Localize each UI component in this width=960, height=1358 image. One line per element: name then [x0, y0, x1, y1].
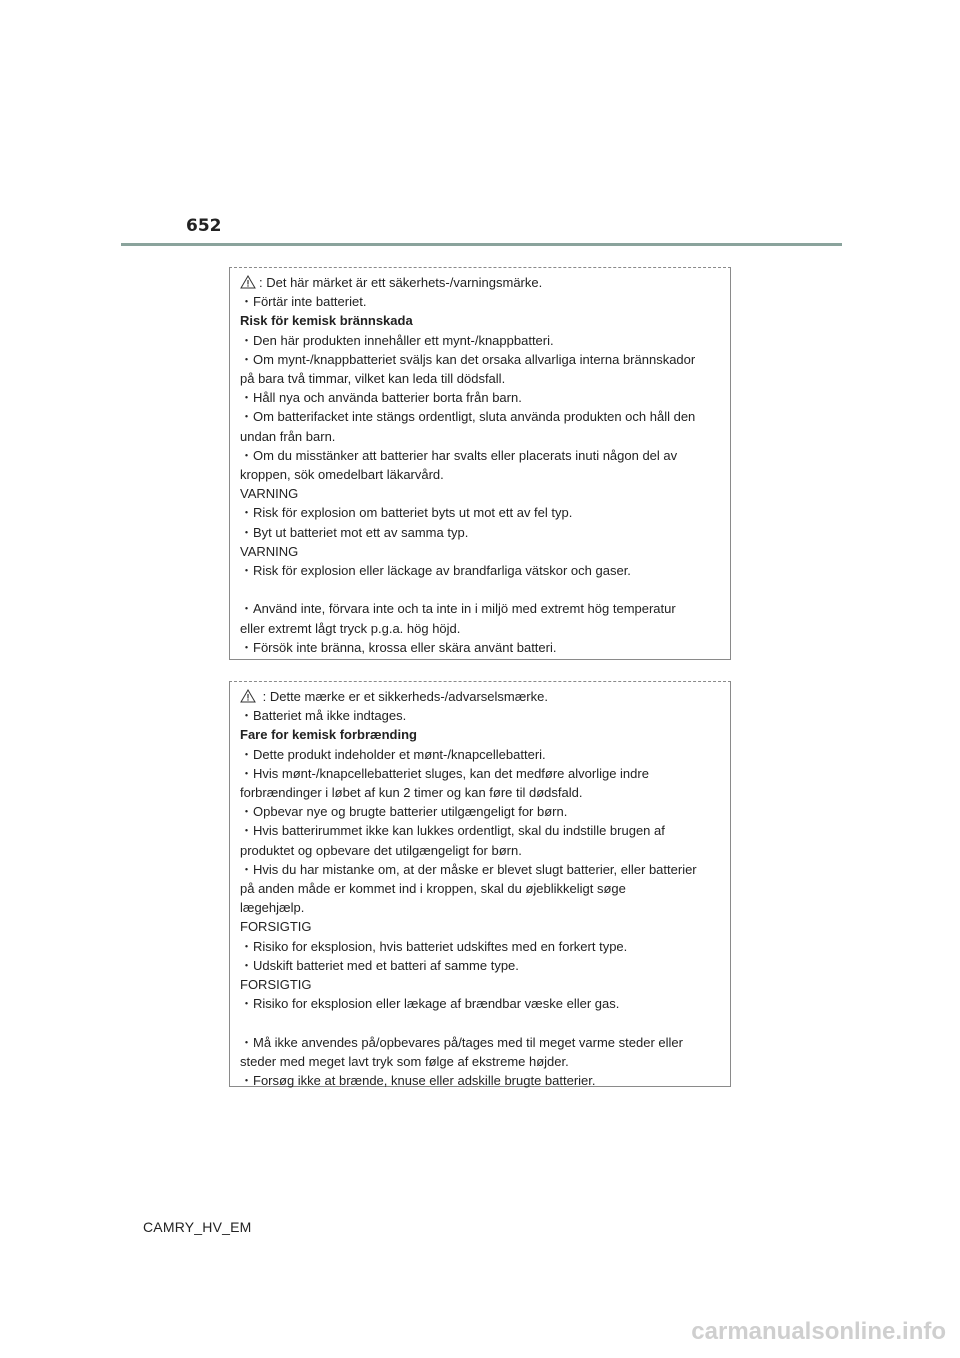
notice-line: ・Hvis du har mistanke om, at der måske er blevet slugt batterier, eller batterier: [240, 861, 697, 877]
notice-line: ・Risiko for eksplosion, hvis batteriet udskiftes med en forkert type.: [240, 938, 628, 954]
notice-line: kroppen, sök omedelbart läkarvård.: [240, 467, 444, 483]
notice-box-swedish: [229, 267, 731, 660]
blank-line: [240, 580, 720, 599]
notice-line: ・Risk för explosion om batteriet byts ut mot ett av fel typ.: [240, 505, 573, 521]
notice-line: ・Om mynt-/knappbatteriet sväljs kan det orsaka allvarliga interna brännskador: [240, 351, 696, 367]
notice-line: eller extremt lågt tryck p.g.a. hög höjd.: [240, 620, 461, 636]
notice-line: produktet og opbevare det utilgængeligt for børn.: [240, 842, 522, 858]
notice-line: steder med meget lavt tryk som følge af ekstreme højder.: [240, 1053, 569, 1069]
watermark: carmanualsonline.info: [691, 1318, 946, 1345]
notice-line: forbrændinger i løbet af kun 2 timer og kan føre til dødsfald.: [240, 785, 583, 801]
notice-line: ・Försök inte bränna, krossa eller skära använt batteri.: [240, 639, 557, 655]
notice-line: undan från barn.: [240, 428, 336, 444]
notice-heading: FORSIGTIG: [240, 977, 312, 993]
notice-line: ・Byt ut batteriet mot ett av samma typ.: [240, 524, 469, 540]
notice-line: ・Använd inte, förvara inte och ta inte in i miljö med extremt hög temperatur: [240, 601, 676, 617]
notice-line: ・Om batterifacket inte stängs ordentligt, sluta använda produkten och håll den: [240, 409, 696, 425]
notice-line: ・Dette produkt indeholder et mønt-/knapcellebatteri.: [240, 746, 546, 762]
notice-line: ・Håll nya och använda batterier borta från barn.: [240, 390, 522, 406]
notice-line: ・Den här produkten innehåller ett mynt-/knappbatteri.: [240, 332, 554, 348]
notice-line: på bara två timmar, vilket kan leda till dödsfall.: [240, 371, 506, 387]
notice-line: ・Förtär inte batteriet.: [240, 294, 367, 310]
blank-line: [240, 1013, 720, 1032]
notice-heading: Fare for kemisk forbrænding: [240, 727, 417, 743]
notice-line: ・Opbevar nye og brugte batterier utilgængeligt for børn.: [240, 804, 568, 820]
notice-line: ・Om du misstänker att batterier har svalts eller placerats inuti någon del av: [240, 447, 678, 463]
notice-line: ・Må ikke anvendes på/opbevares på/tages med til meget varme steder eller: [240, 1034, 683, 1050]
notice-line: på anden måde er kommet ind i kroppen, skal du øjeblikkeligt søge: [240, 881, 626, 897]
notice-line: ・Hvis batterirummet ikke kan lukkes ordentligt, skal du indstille brugen af: [240, 823, 665, 839]
notice-line: ・Hvis mønt-/knapcellebatteriet sluges, kan det medføre alvorlige indre: [240, 765, 649, 781]
warning-triangle-icon: [240, 689, 256, 703]
notice-line: lægehjælp.: [240, 900, 305, 916]
notice-line: ・Udskift batteriet med et batteri af samme type.: [240, 957, 519, 973]
notice-line: : Dette mærke er et sikkerheds-/advarselsmærke.: [240, 687, 720, 706]
notice-box-danish: [229, 681, 731, 1087]
notice-heading: FORSIGTIG: [240, 919, 312, 935]
warning-triangle-icon: [240, 275, 256, 289]
notice-heading: VARNING: [240, 486, 299, 502]
notice-line: ・Risk för explosion eller läckage av brandfarliga vätskor och gaser.: [240, 563, 631, 579]
footer-model-code: CAMRY_HV_EM: [143, 1219, 252, 1235]
notice-line: ・Forsøg ikke at brænde, knuse eller adskille brugte batterier.: [240, 1073, 596, 1089]
page-number: 652: [186, 216, 222, 236]
notice-heading: VARNING: [240, 543, 299, 559]
notice-line: ・Risiko for eksplosion eller lækage af brændbar væske eller gas.: [240, 996, 620, 1012]
notice-heading: Risk för kemisk brännskada: [240, 313, 413, 329]
notice-line: ・Batteriet må ikke indtages.: [240, 708, 407, 724]
notice-line: : Det här märket är ett säkerhets-/varningsmärke.: [240, 273, 720, 292]
header-rule: [121, 243, 842, 246]
